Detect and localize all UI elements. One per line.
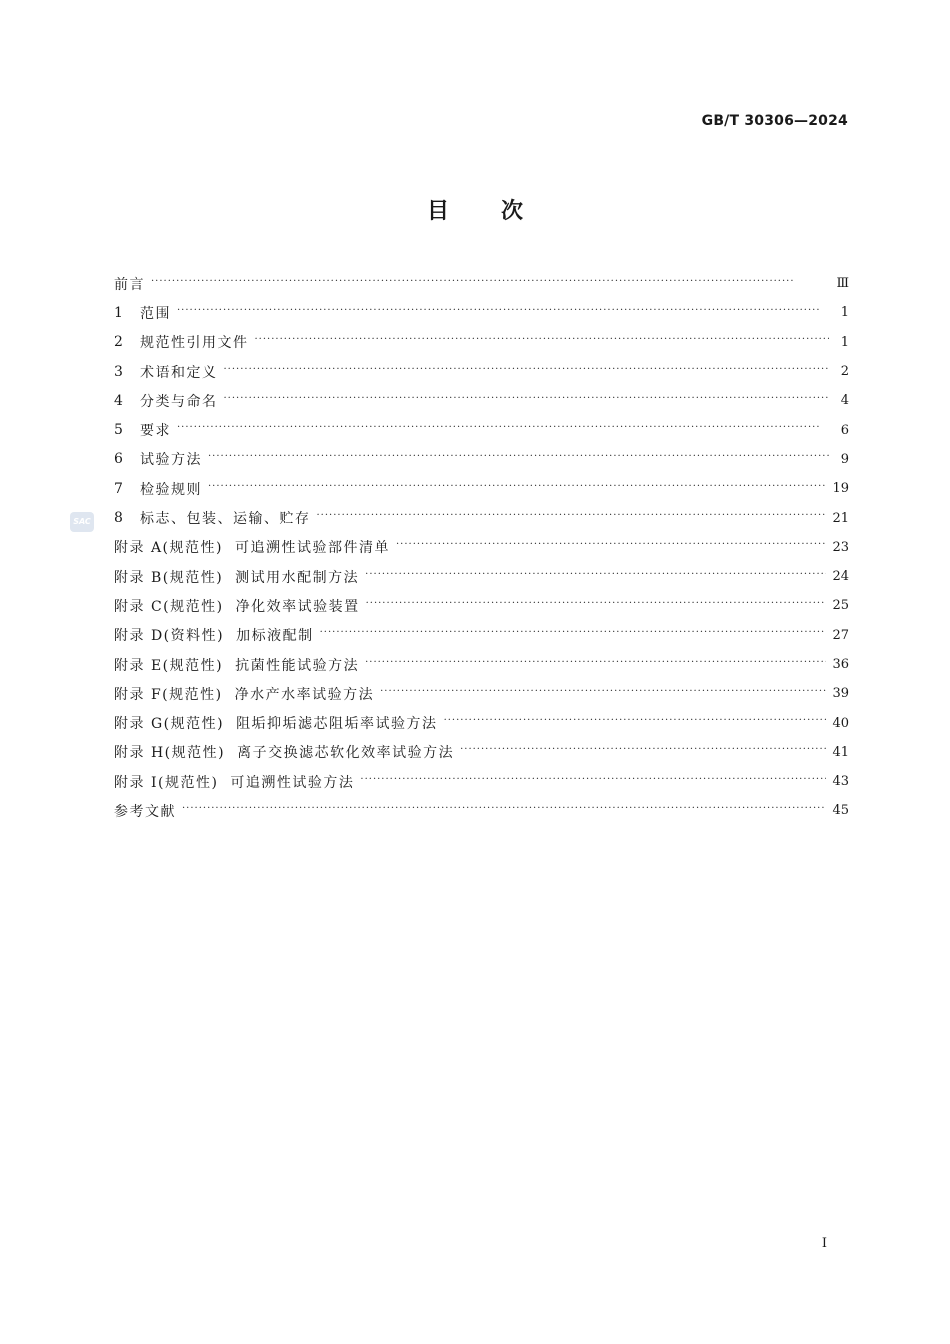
toc-entry-label: 试验方法 xyxy=(140,452,202,469)
toc-entry-label: 附录 I(规范性) xyxy=(114,774,219,791)
toc-entry-label: 要求 xyxy=(140,423,171,440)
toc-entry-page: 19 xyxy=(832,481,849,497)
toc-entry[interactable] xyxy=(114,533,849,562)
toc-entry-subtitle: 可追溯性试验部件清单 xyxy=(234,540,390,557)
toc-entry-page: 4 xyxy=(840,393,849,409)
toc-entry-label: 附录 E(规范性) xyxy=(114,657,224,674)
toc-entry-label: 分类与命名 xyxy=(140,393,218,410)
toc-entry-subtitle: 净水产水率试验方法 xyxy=(234,686,375,703)
toc-leader-dots xyxy=(177,306,829,320)
toc-entry-label: 参考文献 xyxy=(114,803,176,820)
toc-entry-label: 附录 F(规范性) xyxy=(114,686,223,703)
toc-entry-number: 5 xyxy=(114,422,123,439)
toc-leader-dots xyxy=(396,540,826,554)
page-number: I xyxy=(821,1236,827,1251)
toc-entry-number: 8 xyxy=(114,510,123,527)
toc-entry-label: 附录 G(规范性) xyxy=(114,716,225,733)
toc-entry-number: 2 xyxy=(114,334,123,351)
toc-entry-page: 27 xyxy=(832,627,849,643)
toc-entry-page: 2 xyxy=(840,364,849,380)
toc-entry[interactable] xyxy=(114,708,849,737)
toc-entry-subtitle: 加标液配制 xyxy=(236,628,314,645)
toc-entry[interactable] xyxy=(114,650,849,679)
toc-entry[interactable] xyxy=(114,386,849,415)
toc-entry[interactable] xyxy=(114,503,849,532)
toc-entry-label: 前言 xyxy=(114,276,145,293)
toc-entry-label: 标志、包装、运输、贮存 xyxy=(140,511,311,528)
toc-entry[interactable] xyxy=(114,621,849,650)
toc-leader-dots xyxy=(208,482,826,496)
toc-leader-dots xyxy=(151,277,829,291)
toc-entry-number: 4 xyxy=(114,392,123,409)
toc-leader-dots xyxy=(182,804,826,818)
toc-leader-dots xyxy=(360,775,826,789)
toc-leader-dots xyxy=(366,599,827,613)
toc-entry[interactable] xyxy=(114,445,849,474)
toc-entry-page: 23 xyxy=(832,539,849,555)
toc-entry[interactable] xyxy=(114,796,849,825)
toc-leader-dots xyxy=(255,335,830,349)
toc-entry-subtitle: 抗菌性能试验方法 xyxy=(235,657,360,674)
table-of-contents xyxy=(114,269,849,826)
toc-leader-dots xyxy=(460,745,826,759)
toc-entry[interactable] xyxy=(114,767,849,796)
toc-leader-dots xyxy=(177,423,829,437)
toc-leader-dots xyxy=(365,658,826,672)
toc-entry-label: 附录 H(规范性) xyxy=(114,745,226,762)
standard-code: GB/T 30306—2024 xyxy=(701,113,848,129)
toc-entry[interactable] xyxy=(114,738,849,767)
toc-entry-number: 1 xyxy=(114,304,123,321)
toc-entry-label: 附录 B(规范性) xyxy=(114,569,224,586)
toc-entry-page: 9 xyxy=(840,451,849,467)
toc-entry[interactable] xyxy=(114,328,849,357)
toc-entry-label: 范围 xyxy=(140,305,171,322)
toc-leader-dots xyxy=(380,687,826,701)
toc-entry-page: 6 xyxy=(840,422,849,438)
toc-entry-number: 6 xyxy=(114,451,123,468)
page-title: 目次 xyxy=(426,198,575,224)
toc-entry-label: 术语和定义 xyxy=(140,364,218,381)
toc-entry-page: Ⅲ xyxy=(836,276,849,292)
toc-entry[interactable] xyxy=(114,562,849,591)
toc-entry-page: 39 xyxy=(832,686,849,702)
toc-entry-subtitle: 净化效率试验装置 xyxy=(235,598,360,615)
toc-entry-label: 附录 C(规范性) xyxy=(114,598,224,615)
toc-leader-dots xyxy=(317,511,827,525)
toc-entry-subtitle: 测试用水配制方法 xyxy=(235,569,360,586)
toc-entry-subtitle: 阻垢抑垢滤芯阻垢率试验方法 xyxy=(236,716,438,733)
toc-entry-page: 24 xyxy=(832,569,849,585)
toc-entry[interactable] xyxy=(114,679,849,708)
toc-entry-page: 1 xyxy=(840,334,849,350)
toc-leader-dots xyxy=(224,394,830,408)
toc-entry[interactable] xyxy=(114,269,849,298)
toc-leader-dots xyxy=(320,628,827,642)
toc-entry-page: 25 xyxy=(832,598,849,614)
toc-entry[interactable] xyxy=(114,357,849,386)
toc-entry-label: 检验规则 xyxy=(140,481,202,498)
toc-entry[interactable] xyxy=(114,298,849,327)
sac-watermark-logo: SAC xyxy=(70,512,94,532)
toc-entry[interactable] xyxy=(114,415,849,444)
toc-entry-page: 21 xyxy=(832,510,849,526)
toc-entry-page: 36 xyxy=(832,657,849,672)
toc-entry-page: 45 xyxy=(832,803,849,819)
toc-entry-label: 附录 A(规范性) xyxy=(114,540,223,557)
toc-entry-page: 40 xyxy=(832,715,849,731)
toc-leader-dots xyxy=(365,570,826,584)
toc-entry-page: 43 xyxy=(832,774,849,790)
toc-entry-subtitle: 可追溯性试验方法 xyxy=(230,774,355,791)
toc-entry-page: 41 xyxy=(832,744,849,760)
toc-entry-subtitle: 离子交换滤芯软化效率试验方法 xyxy=(237,745,455,762)
toc-entry[interactable] xyxy=(114,591,849,620)
toc-entry[interactable] xyxy=(114,474,849,503)
toc-entry-label: 附录 D(资料性) xyxy=(114,628,225,645)
toc-entry-page: 1 xyxy=(840,305,849,321)
toc-leader-dots xyxy=(224,365,830,379)
toc-leader-dots xyxy=(444,716,827,730)
toc-entry-number: 7 xyxy=(114,480,123,497)
toc-leader-dots xyxy=(208,452,829,466)
toc-entry-label: 规范性引用文件 xyxy=(140,335,249,352)
toc-entry-number: 3 xyxy=(114,363,123,380)
